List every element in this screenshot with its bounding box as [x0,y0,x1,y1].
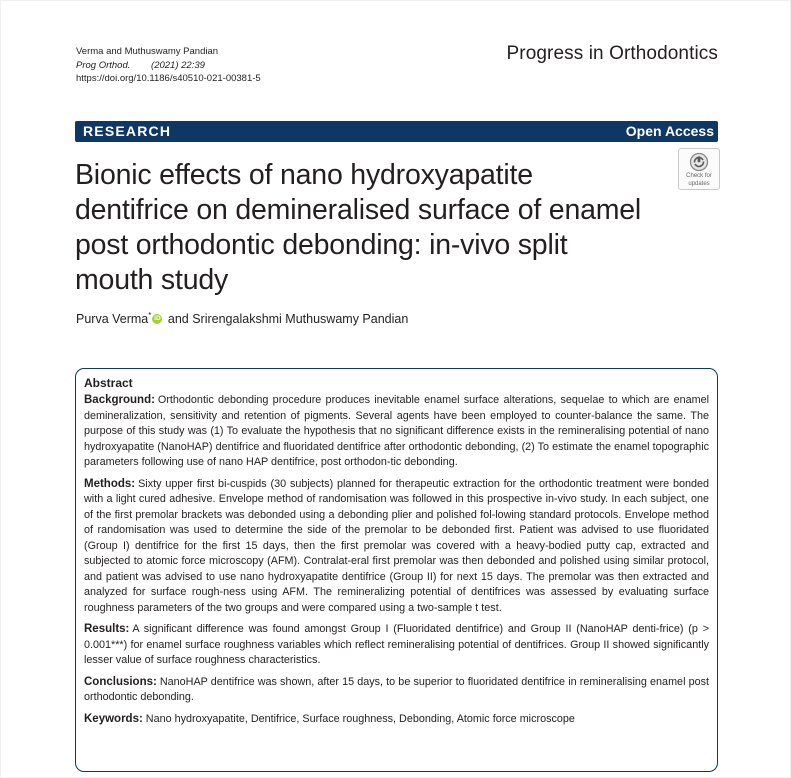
corresponding-author-mark: * [148,311,152,320]
methods-label: Methods: [84,477,136,490]
section-label: RESEARCH [83,123,172,139]
check-for-updates-label-1: Check for [686,173,712,179]
conclusions-text: NanoHAP dentifrice was shown, after 15 days, to be superior to fluoridated dentifrice in remineralising enamel post orthodontic debonding. [84,675,709,703]
keywords-label: Keywords: [84,712,143,725]
article-title-line: post orthodontic debonding: in-vivo split [75,229,568,261]
orcid-icon[interactable]: iD [154,315,161,322]
article-title [75,158,685,298]
author-1[interactable]: Purva Verma [76,312,149,326]
section-banner [75,121,718,142]
article-title-line: mouth study [75,264,229,296]
abstract-methods [84,477,709,617]
article-title-line: Bionic effects of nano hydroxyapatite [75,159,533,191]
journal-title: Progress in Orthodontics [506,43,718,64]
results-label: Results: [84,623,130,635]
citation-journal: Prog Orthod. [76,59,131,71]
citation-journal-line [76,59,261,73]
methods-text: Sixty upper first bi-cuspids (30 subjects) planned for therapeutic extraction for the orthodontic treatment were bonded with a light cured adhesive. Envelope method of randomisation was followed in this prospective in-vivo study. In each subject, one of the first premolar brackets was debonded using a debonding plier and polished fol-lowing standard protocols. Envelope method of randomisation was used to determine the side of the premolar to be debonded first. Patient was advised to use fluoridated (Group I) dentifrice for the first 15 days, then the first premolar was covered with a heavy-bodied putty cap, extracted and subjected to atomic force microscopy (AFM). Contralat-eral first premolar was then debonded and polished using similar protocol, and patient was advised to use nano hydroxyapatite dentifrice (Group II) for next 15 days. The premolar was then extracted and analyzed for surface rough-ness using AFM. The remineralizing potential of dentifrices was assessed by evaluating surface roughness parameters of the two groups and were compared using a two-sample t test. [84,477,709,614]
keywords-text: Nano hydroxyapatite, Dentifrice, Surface roughness, Debonding, Atomic force microscope [145,712,575,725]
open-access-label: Open Access [625,123,714,139]
background-text: Orthodontic debonding procedure produces inevitable enamel surface alterations, sequelae to which are enamel demineralization, sensitivity and retention of pigments. Several agents have been employed to counter-balance the same. The purpose of this study was (1) To evaluate the hypothesis that no significant difference exists in the remineralising potential of nano hydroxyapatite (NanoHAP) dentifrice and fluoridated dentifrice after orthodontic debonding, (2) To estimate the enamel topographic parameters following use of nano HAP dentifrice, post orthodon-tic debonding. [84,394,709,468]
background-label: Background: [84,394,155,406]
abstract-results [84,622,709,669]
author-2[interactable]: Srirengalakshmi Muthuswamy Pandian [192,312,409,326]
abstract-heading: Abstract [84,376,133,390]
citation-block [76,45,261,86]
check-for-updates-icon [688,152,710,172]
abstract-background [84,393,709,471]
author-list [76,311,408,326]
check-for-updates-label-2: updates [688,180,710,187]
abstract-box [75,368,718,772]
citation-volume: (2021) 22:39 [151,59,205,71]
results-text: A significant difference was found amongst Group I (Fluoridated dentifrice) and Group II (NanoHAP denti-frice) (p > 0.001***) for enamel surface roughness variables which reflect remineralising potential of dentifrices. Group II showed significantly lesser value of surface roughness characteristics. [84,623,709,666]
conclusions-label: Conclusions: [84,675,157,688]
citation-authors: Verma and Muthuswamy Pandian [76,46,219,57]
article-title-line: dentifrice on demineralised surface of enamel [75,194,642,226]
abstract-conclusions [84,675,709,706]
author-join: and [167,312,189,326]
abstract-keywords [84,712,709,728]
citation-doi[interactable]: https://doi.org/10.1186/s40510-021-00381-5 [76,73,261,84]
